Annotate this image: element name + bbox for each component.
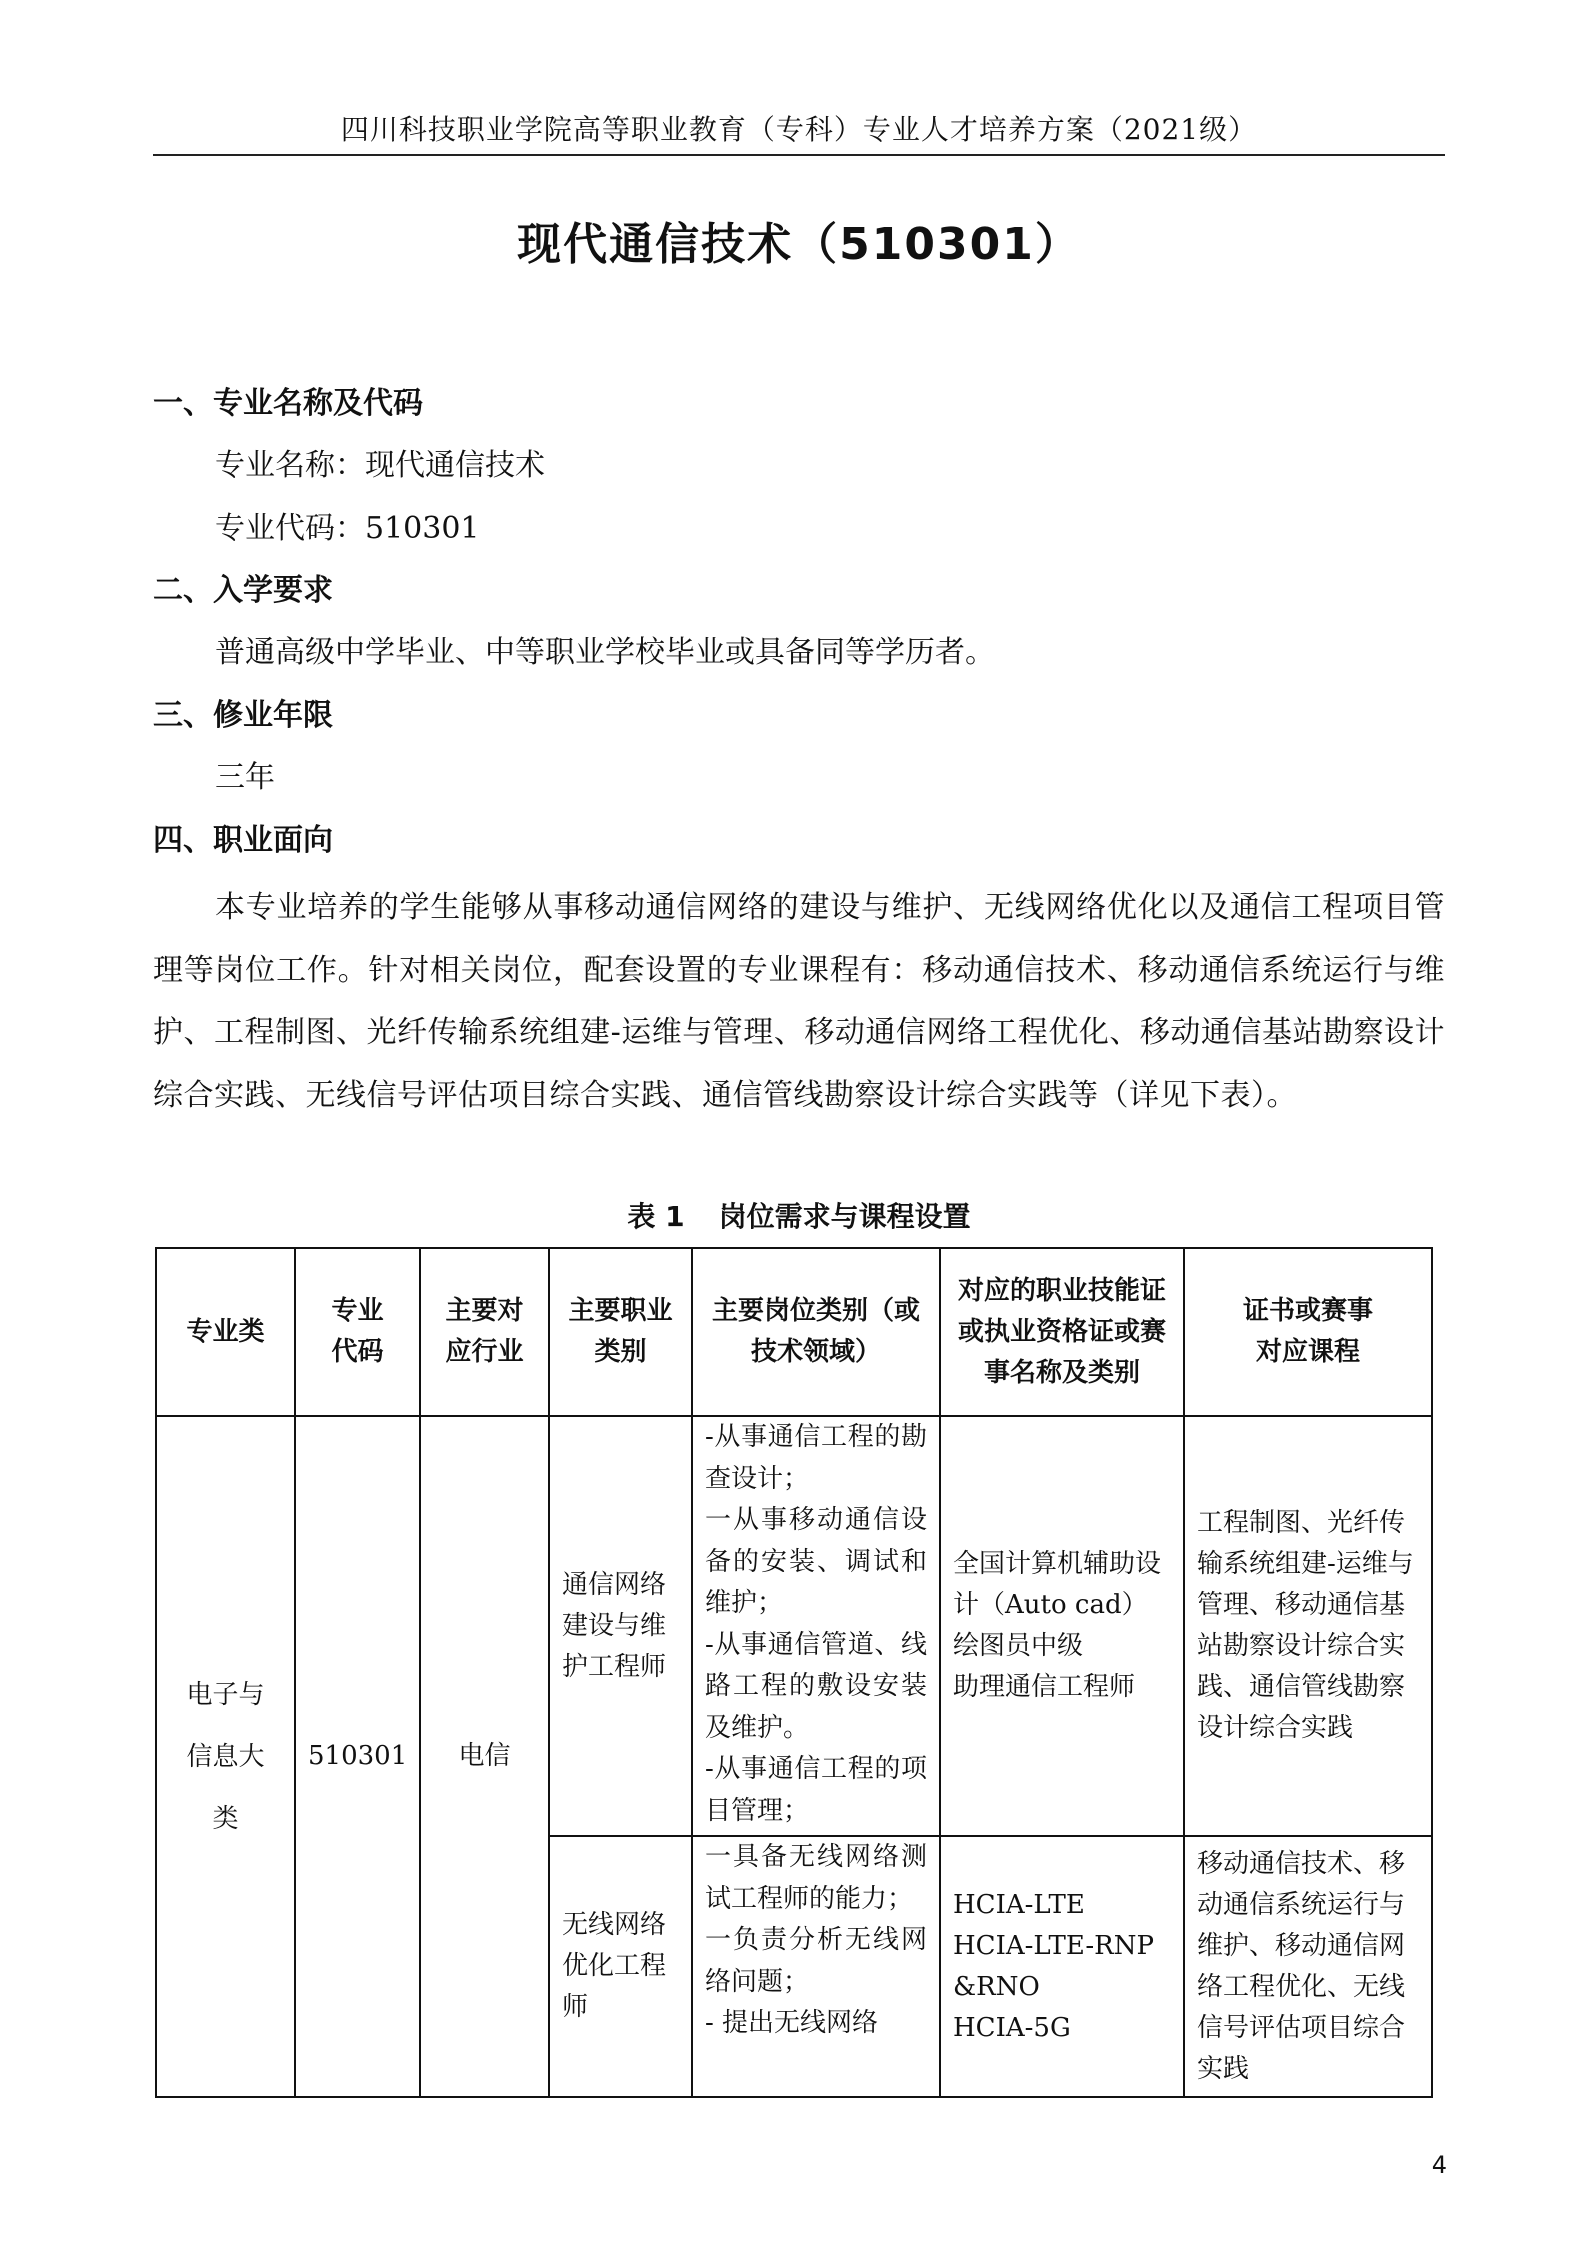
header-category: 专业类: [156, 1248, 295, 1416]
section-2-heading: 二、入学要求: [153, 573, 333, 608]
header-code: 专业代码: [295, 1248, 420, 1416]
header-occupation: 主要职业类别: [549, 1248, 692, 1416]
certificate-line: HCIA-LTE: [953, 1889, 1085, 1920]
header-certificate: 对应的职业技能证或执业资格证或赛事名称及类别: [940, 1248, 1184, 1416]
duty-line: 一具备无线网络测试工程师的能力；: [705, 1842, 927, 1914]
table-caption-title: 岗位需求与课程设置: [718, 1200, 971, 1233]
duty-line: -从事通信工程的项目管理；: [705, 1754, 927, 1826]
cell-certificates: [940, 1836, 1184, 2097]
cell-courses: 工程制图、光纤传输系统组建-运维与管理、移动通信基站勘察设计综合实践、通信管线勘察设计综合实践: [1184, 1416, 1432, 1836]
header-rule: [153, 154, 1445, 156]
header-industry: 主要对应行业: [420, 1248, 549, 1416]
duty-line: -从事通信管道、线路工程的敷设安装及维护。: [705, 1629, 927, 1743]
section-1-heading: 一、专业名称及代码: [153, 386, 423, 421]
certificate-line: 全国计算机辅助设计（Auto cad）绘图员中级: [953, 1549, 1162, 1661]
career-paragraph: 本专业培养的学生能够从事移动通信网络的建设与维护、无线网络优化以及通信工程项目管理等岗位工作。针对相关岗位，配套设置的专业课程有：移动通信技术、移动通信系统运行与维护、工程制图、光纤传输系统组建-运维与管理、移动通信网络工程优化、移动通信基站勘察设计综合实践、无线信号评估项目综合实践、通信管线勘察设计综合实践等（详见下表）。: [153, 890, 1445, 1113]
duty-line: -从事通信工程的勘查设计；: [705, 1422, 927, 1494]
certificate-line: 助理通信工程师: [953, 1672, 1136, 1702]
table-caption-label: 表 1: [627, 1200, 685, 1233]
admission-text: 普通高级中学毕业、中等职业学校毕业或具备同等学历者。: [215, 635, 995, 670]
header-courses: 证书或赛事对应课程: [1184, 1248, 1432, 1416]
duty-line: 一负责分析无线网络问题；: [705, 1925, 927, 1997]
certificate-line: HCIA-LTE-RNP&RNO: [953, 1930, 1154, 2002]
cell-category: 电子与信息大类: [156, 1416, 295, 2097]
document-title: 现代通信技术（510301）: [517, 219, 1081, 270]
cell-duties: [692, 1416, 940, 1836]
cell-industry: 电信: [420, 1416, 549, 2097]
cell-duties: [692, 1836, 940, 2097]
duration-text: 三年: [215, 760, 275, 795]
cell-occupation: 通信网络建设与维护工程师: [549, 1416, 692, 1836]
major-code-line: 专业代码：510301: [215, 511, 480, 546]
page-number: 4: [1431, 2151, 1447, 2179]
cell-occupation: 无线网络优化工程师: [549, 1836, 692, 2097]
page-header: 四川科技职业学院高等职业教育（专科）专业人才培养方案（2021级）: [340, 113, 1258, 146]
certificate-line: HCIA-5G: [953, 2012, 1071, 2043]
table-row: [156, 1416, 1432, 1836]
section-3-heading: 三、修业年限: [153, 698, 333, 733]
duty-line: - 提出无线网络: [705, 2008, 879, 2038]
table-header-row: [156, 1248, 1432, 1416]
table-caption: [153, 1195, 1445, 1235]
major-name-line: 专业名称：现代通信技术: [215, 448, 545, 483]
cell-code: 510301: [295, 1416, 420, 2097]
cell-certificates: [940, 1416, 1184, 1836]
duty-line: 一从事移动通信设备的安装、调试和维护；: [705, 1505, 927, 1618]
cell-courses: 移动通信技术、移动通信系统运行与维护、移动通信网络工程优化、无线信号评估项目综合实践: [1184, 1836, 1432, 2097]
header-job-type: 主要岗位类别（或技术领域）: [692, 1248, 940, 1416]
section-4-heading: 四、职业面向: [153, 823, 333, 858]
job-course-table: [155, 1247, 1433, 2098]
